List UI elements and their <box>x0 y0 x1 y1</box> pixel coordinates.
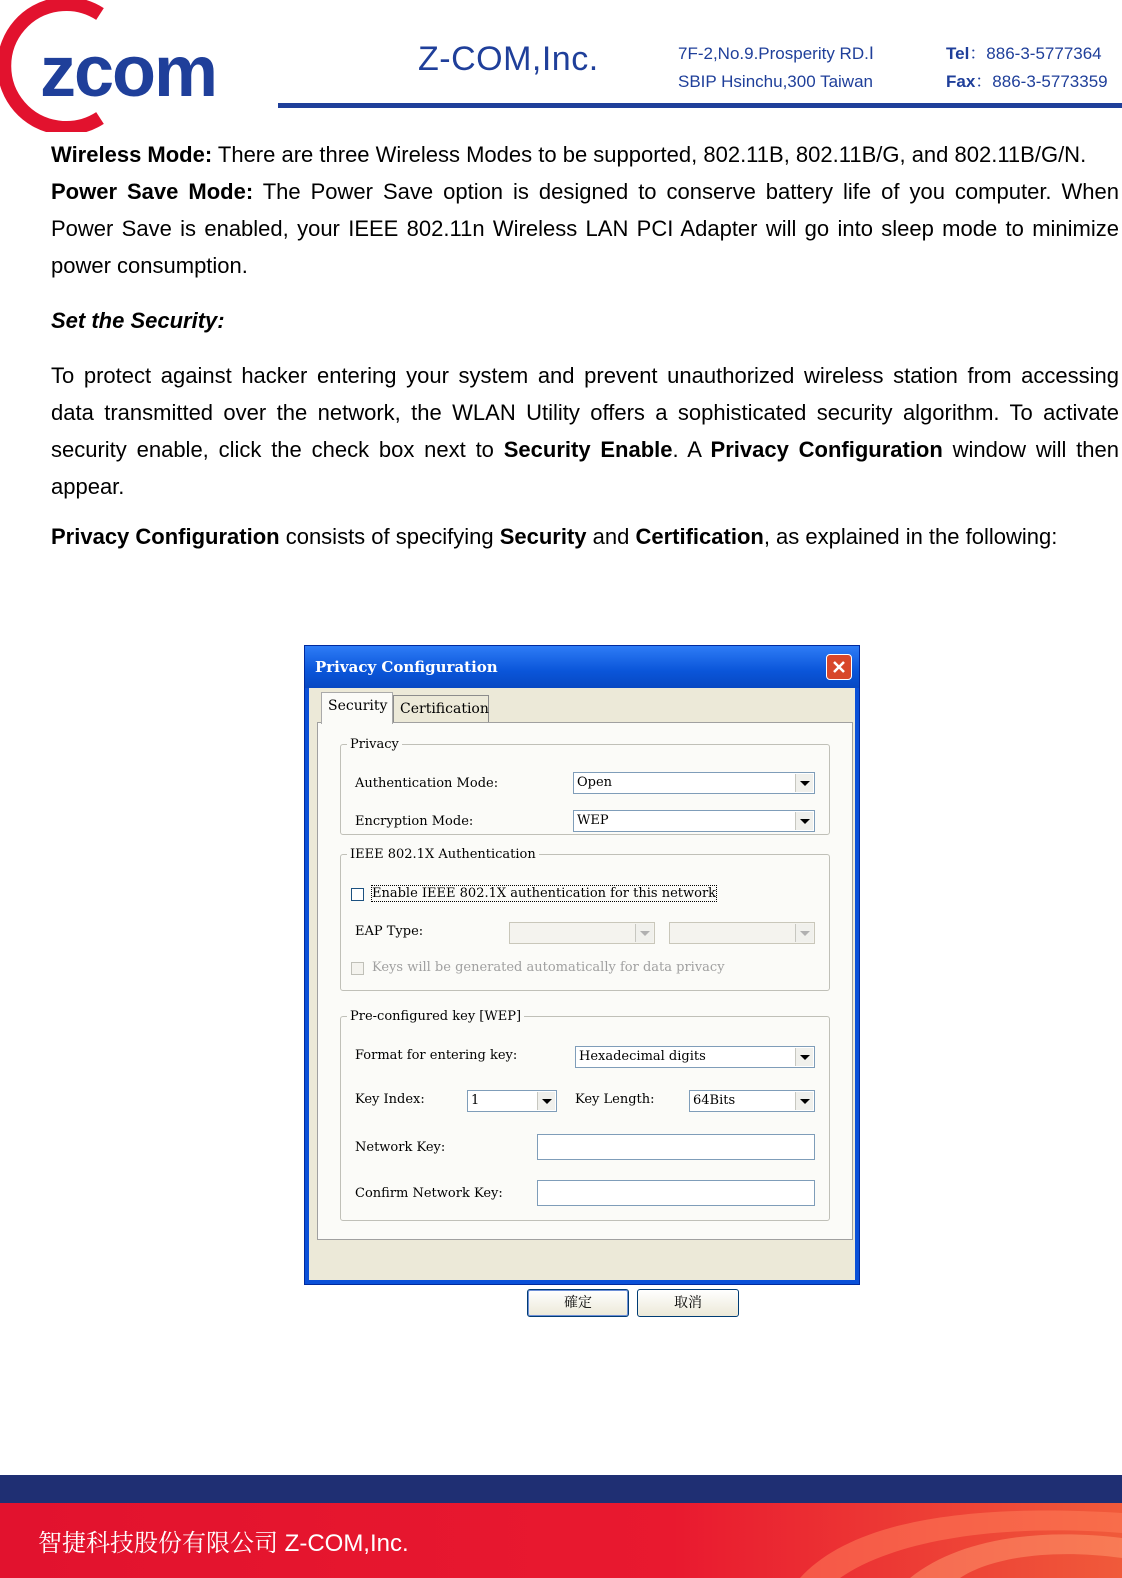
encryption-mode-select[interactable] <box>573 810 815 832</box>
wireless-mode-term: Wireless Mode: <box>51 142 213 167</box>
privacy-text-2: and <box>586 524 636 549</box>
key-length-label: Key Length: <box>575 1092 655 1107</box>
auto-keys-label: Keys will be generated automatically for data privacy <box>372 960 725 975</box>
key-index-value: 1 <box>471 1093 480 1108</box>
header-contact <box>946 40 1108 96</box>
address-line-2: SBIP Hsinchu,300 Taiwan <box>678 72 873 91</box>
authentication-mode-value: Open <box>577 775 613 790</box>
security-term: Security <box>499 524 587 549</box>
tab-certification[interactable]: Certification <box>393 695 489 723</box>
eap-type-select[interactable] <box>509 922 655 944</box>
security-text-2: . A <box>672 437 711 462</box>
wireless-mode-text: There are three Wireless Modes to be supported, 802.11B, 802.11B/G, and 802.11B/G/N. <box>212 142 1087 167</box>
header-address <box>678 40 874 96</box>
eap-type-label: EAP Type: <box>355 924 424 939</box>
footer-bar <box>0 1475 1122 1503</box>
footer-company-text: 智捷科技股份有限公司 Z-COM,Inc. <box>38 1530 409 1557</box>
privacy-config-term-2: Privacy Configuration <box>51 524 280 549</box>
key-index-select[interactable] <box>467 1090 557 1112</box>
chevron-down-icon[interactable] <box>795 774 813 792</box>
fax-label: Fax <box>946 72 976 91</box>
footer-swoosh <box>760 1503 1122 1578</box>
authentication-mode-label: Authentication Mode: <box>355 776 499 791</box>
header-company-name: Z-COM,Inc. <box>418 40 599 78</box>
auto-keys-checkbox[interactable] <box>351 962 364 975</box>
enable-ieee-checkbox[interactable] <box>351 888 364 901</box>
key-format-select[interactable] <box>575 1046 815 1068</box>
security-tab-panel <box>317 722 853 1240</box>
tel-line <box>946 40 1108 68</box>
address-line-1: 7F-2,No.9.Prosperity RD.Ⅰ <box>678 44 874 63</box>
power-save-paragraph <box>51 173 1119 284</box>
chevron-down-icon[interactable] <box>795 812 813 830</box>
power-save-text: The Power Save option is designed to conserve battery life of you computer. When Power Save is enabled, your IEEE 802.11n Wireless LAN PCI Adapter will go into sleep mode to minimize power consumption. <box>51 179 1119 278</box>
privacy-group <box>340 737 830 835</box>
ok-button[interactable]: 確定 <box>527 1289 629 1317</box>
tel-value: ：886-3-5777364 <box>969 44 1102 63</box>
header-rule <box>278 103 1122 108</box>
security-text-3: window will then appear. <box>51 437 1119 499</box>
security-heading: Set the Security: <box>51 308 225 333</box>
wep-legend: Pre-configured key [WEP] <box>350 1009 522 1024</box>
network-key-label: Network Key: <box>355 1140 446 1155</box>
key-length-select[interactable] <box>689 1090 815 1112</box>
encryption-mode-value: WEP <box>577 813 609 828</box>
enable-ieee-label[interactable]: Enable IEEE 802.1X authentication for this network <box>372 886 717 901</box>
power-save-term: Power Save Mode: <box>51 179 254 204</box>
tel-label: Tel <box>946 44 970 63</box>
close-icon <box>832 660 846 674</box>
privacy-config-term: Privacy Configuration <box>710 437 943 462</box>
key-length-value: 64Bits <box>693 1093 736 1108</box>
security-paragraph <box>51 357 1119 505</box>
close-button[interactable] <box>826 654 852 680</box>
cancel-button[interactable]: 取消 <box>637 1289 739 1317</box>
key-index-label: Key Index: <box>355 1092 425 1107</box>
ieee-legend: IEEE 802.1X Authentication <box>350 847 536 862</box>
dialog-titlebar[interactable] <box>305 646 859 688</box>
key-format-value: Hexadecimal digits <box>579 1049 706 1064</box>
privacy-config-paragraph <box>51 518 1119 555</box>
encryption-mode-label: Encryption Mode: <box>355 814 474 829</box>
authentication-mode-select[interactable] <box>573 772 815 794</box>
privacy-text-1: consists of specifying <box>279 524 500 549</box>
eap-subtype-select[interactable] <box>669 922 815 944</box>
fax-value: ：886-3-5773359 <box>975 72 1108 91</box>
chevron-down-icon[interactable] <box>795 1048 813 1066</box>
security-text-1: To protect against hacker entering your system and prevent unauthorized wireless station from accessing data transmitted over the network, the WLAN Utility offers a sophisticated security algorithm. To activate security enable, click the check box next to <box>51 363 1119 462</box>
chevron-down-icon[interactable] <box>795 1092 813 1110</box>
chevron-down-icon[interactable] <box>635 924 653 942</box>
privacy-text-3: , as explained in the following: <box>763 524 1058 549</box>
wep-key-group <box>340 1009 830 1221</box>
security-enable-term: Security Enable <box>503 437 673 462</box>
document-body <box>51 136 1119 555</box>
logo-text: zcom <box>40 32 217 112</box>
wireless-mode-paragraph <box>51 136 1119 173</box>
key-format-label: Format for entering key: <box>355 1048 518 1063</box>
privacy-configuration-dialog <box>304 645 860 1311</box>
chevron-down-icon[interactable] <box>537 1092 555 1110</box>
chevron-down-icon[interactable] <box>795 924 813 942</box>
certification-term: Certification <box>635 524 764 549</box>
network-key-input[interactable] <box>537 1134 815 1160</box>
privacy-legend: Privacy <box>350 737 399 752</box>
zcom-logo <box>0 0 280 132</box>
confirm-network-key-label: Confirm Network Key: <box>355 1186 503 1201</box>
dialog-title: Privacy Configuration <box>315 658 498 676</box>
dialog-body <box>309 688 855 1311</box>
fax-line <box>946 68 1108 96</box>
confirm-network-key-input[interactable] <box>537 1180 815 1206</box>
tab-security[interactable]: Security <box>321 692 393 724</box>
ieee-8021x-group <box>340 847 830 991</box>
